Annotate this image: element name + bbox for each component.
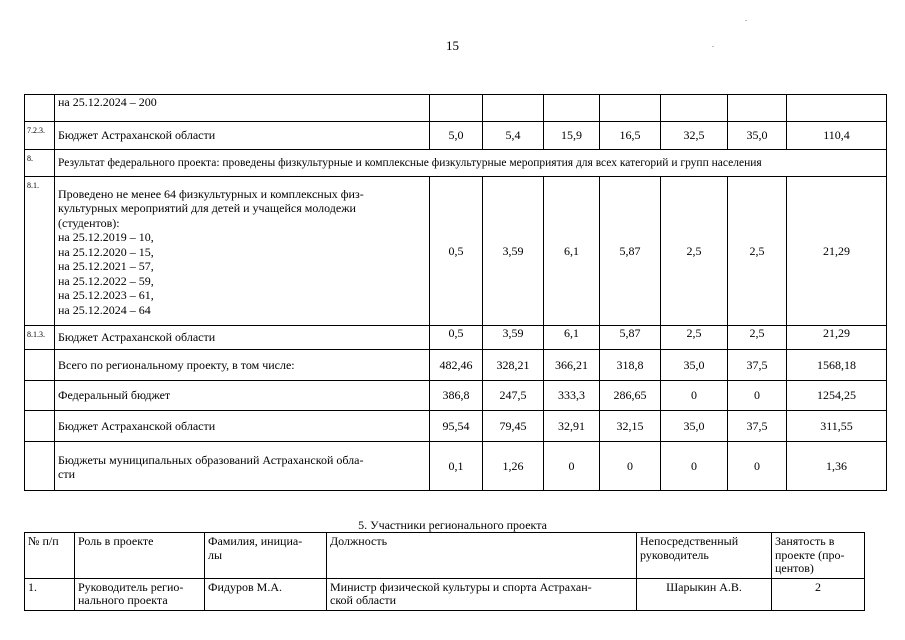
row-value: 15,9 xyxy=(544,122,600,150)
budget-row xyxy=(25,350,887,381)
budget-table xyxy=(24,94,887,491)
row-value: 5,4 xyxy=(483,122,544,150)
budget-row xyxy=(25,442,887,491)
row-value: 35,0 xyxy=(661,411,728,442)
row-value: 2,5 xyxy=(661,326,728,350)
row-code: 7.2.3. xyxy=(25,122,55,150)
row-value: 1,36 xyxy=(787,442,887,491)
budget-row xyxy=(25,381,887,411)
row-value: 35,0 xyxy=(728,122,787,150)
row-value: 0 xyxy=(728,381,787,411)
budget-row xyxy=(25,122,887,150)
row-value: 2,5 xyxy=(728,326,787,350)
scan-speck xyxy=(712,46,714,47)
row-value: 482,46 xyxy=(430,350,483,381)
row-value: 1568,18 xyxy=(787,350,887,381)
row-value: 0,1 xyxy=(430,442,483,491)
participants-table xyxy=(24,532,865,611)
row-name: Бюджеты муниципальных образований Астраханской обла- сти xyxy=(55,442,430,491)
row-value: 32,15 xyxy=(600,411,661,442)
row-code xyxy=(25,442,55,491)
participant-row xyxy=(25,578,865,610)
row-value: 32,91 xyxy=(544,411,600,442)
row-code xyxy=(25,95,55,122)
row-value: 6,1 xyxy=(544,177,600,326)
row-value xyxy=(787,95,887,122)
scan-speck xyxy=(745,20,747,21)
row-name: Федеральный бюджет xyxy=(55,381,430,411)
row-name: Проведено не менее 64 физкультурных и комплексных физ- культурных мероприятий для детей и учащейся молодежи (студентов): на 25.12.2019 – 10, на 25.12.2020 – 15, на 25.12.2021 – 57, на 25.12.2022 – 59, на 25.12.2023 – 61, на 25.12.2024 – 64 xyxy=(55,177,430,326)
column-header: № п/п xyxy=(25,533,75,579)
row-value xyxy=(600,95,661,122)
row-name: Бюджет Астраханской области xyxy=(55,326,430,350)
column-header: Фамилия, инициа- лы xyxy=(205,533,327,579)
row-value: 0 xyxy=(661,442,728,491)
participant-cell: Руководитель регио- нального проекта xyxy=(75,578,205,610)
row-value: 333,3 xyxy=(544,381,600,411)
row-name: Бюджет Астраханской области xyxy=(55,411,430,442)
row-value: 5,0 xyxy=(430,122,483,150)
row-code: 8. xyxy=(25,150,55,177)
row-value: 95,54 xyxy=(430,411,483,442)
row-value: 0 xyxy=(661,381,728,411)
row-value: 79,45 xyxy=(483,411,544,442)
row-value: 0 xyxy=(600,442,661,491)
row-code xyxy=(25,350,55,381)
row-value xyxy=(661,95,728,122)
participant-cell: Шарыкин А.В. xyxy=(637,578,772,610)
row-name: Результат федерального проекта: проведены физкультурные и комплексные физкультурные мероприятия для всех категорий и групп населения xyxy=(55,150,887,177)
row-value: 37,5 xyxy=(728,350,787,381)
row-code: 8.1.3. xyxy=(25,326,55,350)
row-code: 8.1. xyxy=(25,177,55,326)
row-value: 6,1 xyxy=(544,326,600,350)
row-value xyxy=(544,95,600,122)
row-value: 386,8 xyxy=(430,381,483,411)
row-value: 3,59 xyxy=(483,326,544,350)
row-value: 247,5 xyxy=(483,381,544,411)
participant-cell: Министр физической культуры и спорта Астрахан- ской области xyxy=(327,578,637,610)
row-value xyxy=(483,95,544,122)
row-value: 0,5 xyxy=(430,177,483,326)
row-value: 37,5 xyxy=(728,411,787,442)
column-header: Непосредственный руководитель xyxy=(637,533,772,579)
row-code xyxy=(25,411,55,442)
participants-section-title: 5. Участники регионального проекта xyxy=(358,518,547,532)
row-value: 5,87 xyxy=(600,177,661,326)
participants-header-row xyxy=(25,533,865,579)
row-value: 311,55 xyxy=(787,411,887,442)
budget-row xyxy=(25,177,887,326)
column-header: Роль в проекте xyxy=(75,533,205,579)
row-value: 328,21 xyxy=(483,350,544,381)
budget-row xyxy=(25,411,887,442)
row-name: Бюджет Астраханской области xyxy=(55,122,430,150)
row-value: 3,59 xyxy=(483,177,544,326)
row-value: 16,5 xyxy=(600,122,661,150)
participant-cell: 2 xyxy=(772,578,865,610)
row-value: 318,8 xyxy=(600,350,661,381)
column-header: Занятость в проекте (про- центов) xyxy=(772,533,865,579)
row-value: 32,5 xyxy=(661,122,728,150)
row-value xyxy=(728,95,787,122)
row-value: 1,26 xyxy=(483,442,544,491)
page-number: 15 xyxy=(446,38,459,53)
row-value: 286,65 xyxy=(600,381,661,411)
row-name: Всего по региональному проекту, в том числе: xyxy=(55,350,430,381)
row-value: 35,0 xyxy=(661,350,728,381)
budget-row xyxy=(25,95,887,122)
column-header: Должность xyxy=(327,533,637,579)
row-value: 21,29 xyxy=(787,177,887,326)
row-value: 366,21 xyxy=(544,350,600,381)
row-value: 2,5 xyxy=(728,177,787,326)
row-value: 0 xyxy=(544,442,600,491)
row-value: 5,87 xyxy=(600,326,661,350)
row-name: на 25.12.2024 – 200 xyxy=(55,95,430,122)
row-value: 0 xyxy=(728,442,787,491)
participant-cell: Фидуров М.А. xyxy=(205,578,327,610)
row-code xyxy=(25,381,55,411)
row-value xyxy=(430,95,483,122)
participant-cell: 1. xyxy=(25,578,75,610)
row-value: 0,5 xyxy=(430,326,483,350)
row-value: 1254,25 xyxy=(787,381,887,411)
budget-row xyxy=(25,150,887,177)
row-value: 21,29 xyxy=(787,326,887,350)
budget-row xyxy=(25,326,887,350)
row-value: 110,4 xyxy=(787,122,887,150)
row-value: 2,5 xyxy=(661,177,728,326)
